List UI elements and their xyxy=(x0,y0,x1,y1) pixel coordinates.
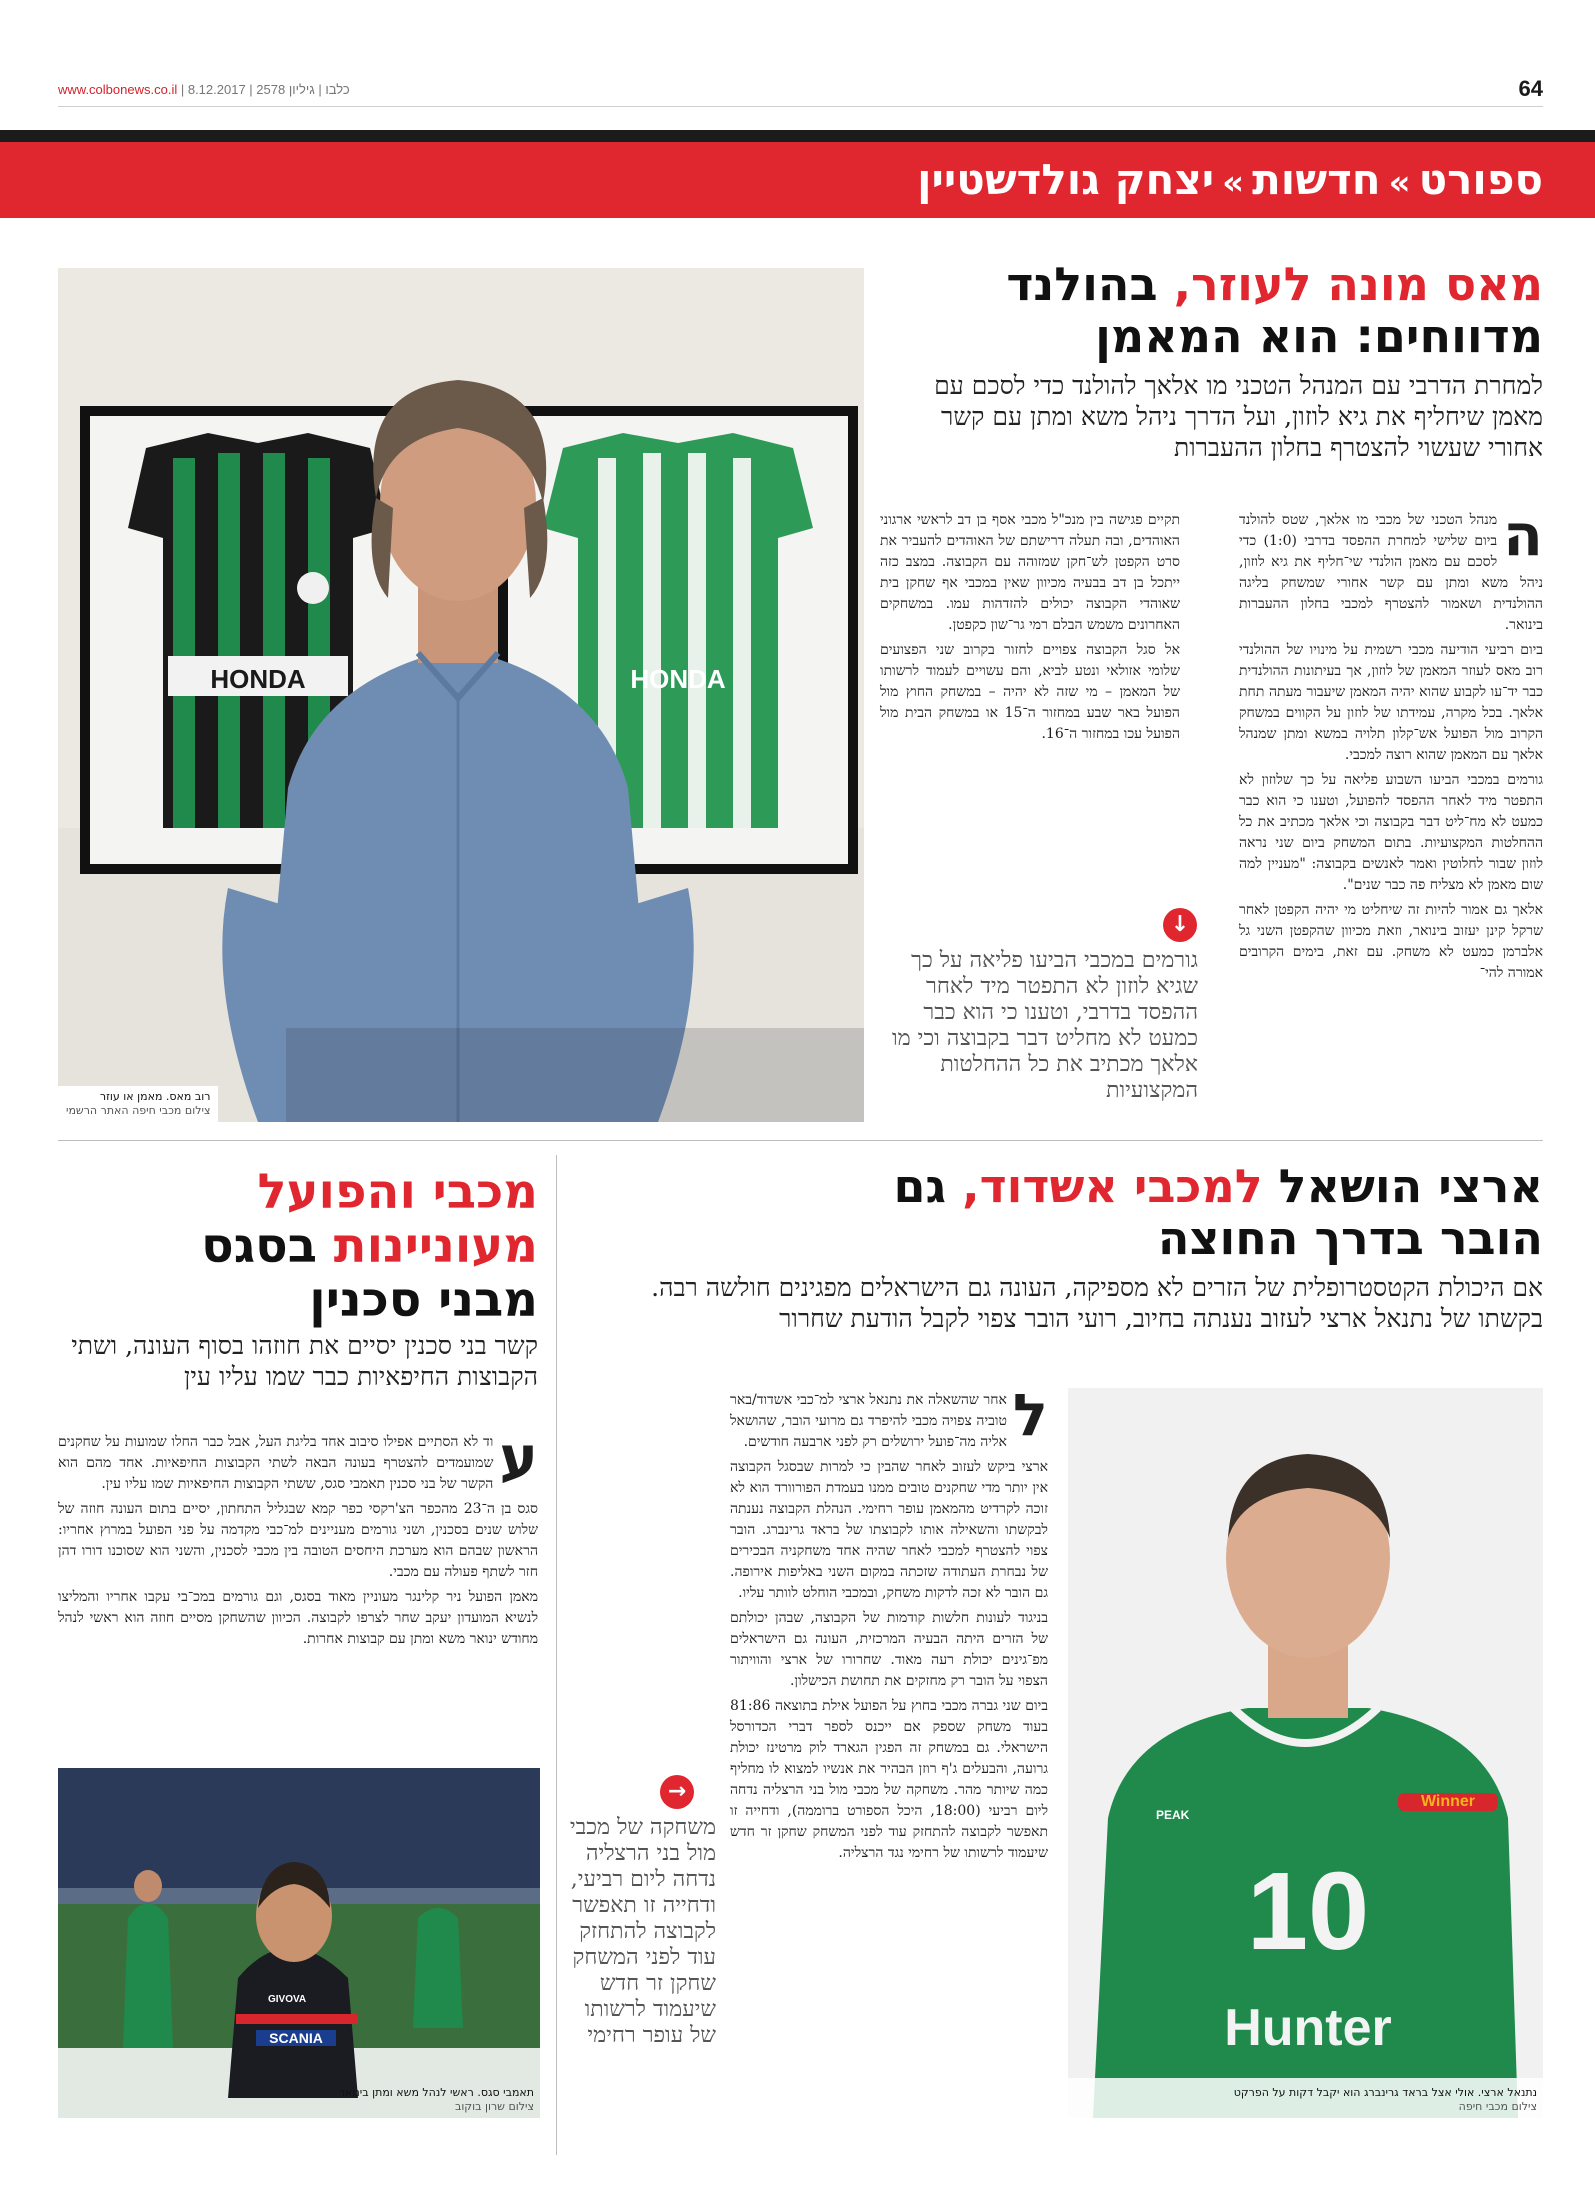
jersey-sponsor: Hunter xyxy=(1224,1999,1392,2057)
chevron-icon: » xyxy=(1388,163,1411,203)
article1-photo xyxy=(58,268,864,1122)
article1-column-right xyxy=(1239,501,1543,988)
article1-pull-quote: גורמים במכבי הביעו פליאה על כך שגיא לוזון לא התפטר מיד לאחר ההפסד בדרבי, וטענו כי הוא כבר כמעט לא מחליט דבר בקבוצה וכי מו אלאך מכתיב את כל ההחלטות המקצועיות xyxy=(892,948,1198,1103)
jersey-brand: PEAK xyxy=(1156,1808,1190,1822)
caption-credit: צילום מכבי חיפה האתר הרשמי xyxy=(66,1104,211,1117)
site-url: www.colbonews.co.il xyxy=(58,82,178,97)
article2-deck: אם היכולת הקטסטרופלית של הזרים לא מספיקה, העונה גם הישראלים מפגינים חולשה רבה. בקשתו של נתנאל ארצי לעזוב נענתה בחיוב, רועי הובר צפוי לקבל הודעת שחרור xyxy=(651,1273,1543,1333)
kit-brand: GIVOVA xyxy=(268,1994,307,2005)
kit-sponsor: SCANIA xyxy=(256,2030,336,2046)
dropcap: ע xyxy=(499,1423,538,1491)
header-divider xyxy=(58,106,1543,107)
shirt-sponsor-left: HONDA xyxy=(210,664,306,694)
section-title xyxy=(917,148,1543,212)
headline-line-3: מבני סכנין xyxy=(309,1272,538,1328)
article2-photo xyxy=(1068,1388,1543,2118)
shirt-sponsor-right: HONDA xyxy=(630,664,726,694)
paragraph: אל סגל הקבוצה צפויים לחזור בקרוב שני הפצועים שלומי אזולאי ונטע לביא, והם עשויים לעמוד לרשותו של המאמן – מי שזה לא יהיה – במשחק החוץ מול הפועל באר שבע במחזור ה־15 או במשחק הבית מול הפועל עכו במחזור ה־16. xyxy=(880,642,1180,742)
paragraph: תקיים פגישה בין מנכ"ל מכבי אסף בן דב לראשי ארגוני האוהדים, ובה תעלה דרישתם של האוהדים להעביר את סרט הקפטן לש־חקן שמזוהה עם הקבוצה. במצב כזה ייתכל בן דב בבעיה מכיוון שאין במכבי אף שחקן בית שאוהדי הקבוצה יכולים להזדהות עמו. במשחקים האחרונים משמש הבלם רמי גר־שון כקפטן. xyxy=(880,512,1180,633)
section-author: יצחק גולדשטיין xyxy=(917,155,1215,204)
headline-black-part: בהולנד xyxy=(1006,257,1174,311)
caption-text: רוב מאס. מאמן או עוזר xyxy=(99,1090,211,1103)
issue-meta: | כלבו | גיליון 2578 | 8.12.2017 xyxy=(180,82,350,97)
headline-black-part: גם xyxy=(893,1159,963,1213)
headline-line-2: הובר בדרך החוצה xyxy=(1157,1211,1543,1265)
stadium-photo-illustration xyxy=(58,1768,540,2118)
article1-headline xyxy=(903,258,1543,362)
headline-red-part: מאס מונה לעוזר, xyxy=(1173,257,1543,311)
paragraph: מאמן הפועל ניר קלינגר מעוניין מאוד בסגס, וגם גורמים במכ־בי עקבו אחריו והמליצו לנשיא המועדון יעקב שחר לצרפו לקבוצה. הכיוון שהשחקן מסיים חוזה הוא ראשי לנהל מחודש ינואר משא ומתן עם קבוצות אחרות. xyxy=(58,1589,538,1647)
paragraph: ביום שני גברה מכבי בחוץ על הפועל אילת בתוצאה 81:86 בעוד משחק שספק אם ייכנס לספר דברי הכדורסל הישראלי. גם במשחק זה הפגין הגארד לוק מרטינז יכולת גרועה, והבעלים ג'ף רוזן הבהיר את אנשיו למצוא לו מחליף כמה שיותר מהר. משחקה של מכבי מול בני הרצליה נדחה ליום רביעי (18:00, היכל הספורט ברוממה), ודחייה זו תאפשר לקבוצה להתחזק עוד לפני המשחק שחקן זר חדש שיעמוד לרשותו של רחימי נגד הרצליה. xyxy=(730,1698,1048,1861)
paragraph: אלאך גם אמור להיות זה שיחליט מי יהיה הקפטן לאחר שרקל קינן יעזוב בינואר, וזאת מכיוון שהקפטן השני גל אלברמן כמעט לא משחק. עם זאת, בימים הקרובים אמורה להי־ xyxy=(1239,902,1543,981)
jersey-logo: Winner xyxy=(1398,1793,1498,1811)
article1-photo-caption xyxy=(58,1086,218,1122)
arrow-down-icon: ↓ xyxy=(1163,908,1197,942)
section-news: חדשות xyxy=(1252,155,1381,204)
caption-text: נתנאל ארצי. אולי אצל בראד גרינברג הוא יקבל דקות על הפרקט xyxy=(1233,2086,1537,2099)
page-number: 64 xyxy=(1518,76,1543,101)
page-header-meta xyxy=(58,82,350,97)
caption-text: תאמבי סגס. ראשי לנהל משא ומתן בינואר xyxy=(338,2086,534,2099)
section-sport: ספורט xyxy=(1418,155,1543,204)
article2-photo-caption xyxy=(1077,2086,1537,2114)
caption-credit: צילום שרון בוקוב xyxy=(454,2100,534,2113)
headline-line-2: מדווחים: הוא המאמן xyxy=(1095,309,1543,363)
headline-red-part: מעוניינות xyxy=(333,1218,538,1274)
headline-black-part: ארצי הושאל xyxy=(1262,1159,1543,1213)
arrow-right-icon: → xyxy=(660,1775,694,1809)
article3-headline xyxy=(58,1165,538,1327)
jersey-number: 10 xyxy=(1246,1850,1370,1973)
chevron-icon: » xyxy=(1222,163,1245,203)
paragraph: גורמים במכבי הביעו השבוע פליאה על כך שלוזון לא התפטר מיד לאחר ההפסד להפועל, וטענו כי הוא כבר כמעט לא מח־ליט דבר בקבוצה וכי אלאך מכתיב את כל ההחלטות המקצועיות. בתום המשחק ביום שני נראה לוזון שבור לחלוטין ואמר לאנשים בקבוצה: "מעניין למה שום מאמן לא מצליח פה כבר שנים". xyxy=(1239,772,1543,893)
headline-red-part: למכבי אשדוד, xyxy=(962,1159,1263,1213)
article3-photo xyxy=(58,1768,540,2118)
article1-deck: למחרת הדרבי עם המנהל הטכני מו אלאך להולנד כדי לסכם עם מאמן שיחליף את גיא לוזון, ועל הדרך ניהל משא ומתן עם קשר אחורי שעשוי להצטרף בחלון ההעברות xyxy=(934,371,1543,462)
caption-credit: צילום מכבי חיפה xyxy=(1458,2100,1537,2113)
article2-headline xyxy=(583,1160,1543,1264)
paragraph: ביום רביעי הודיעה מכבי רשמית על מינויו של ההולנדי רוב מאס לעוזר המאמן של לוזון, אך בעיתונות ההולנדית כבר יד־עו לקבוע שהוא יהיה המאמן שיעבור מעתה תחת אלאך. בכל מקרה, עמידתו של לוזון על הקווים במשחק הקרוב מול הפועל אש־קלון תלויה במשא ומתן שמנהל אלאך עם המאמן שהוא רוצה למכבי. xyxy=(1239,642,1543,763)
coach-photo-illustration xyxy=(58,268,864,1122)
paragraph: ארצי ביקש לעזוב לאחר שהבין כי למרות שבסגל הקבוצה אין יותר מדי שחקנים טובים ממנו בעמדת הפורוורד הוא לא זוכה לקרדיט מהמאמן עופר רחימי. הנהלת הקבוצה נענתה לבקשתו והשאילה אותו לקבוצתו של בראד גרינברג. הובר צפוי להצטרף למכבי לאחר שהיה אחד משחקניה הבכירים של נבחרת העתודה שזכתה במקום השני באליפות אירופה. גם הובר לא זכה לדקות משחק, ובמכבי הוחלט לוותר עליו. xyxy=(730,1459,1048,1601)
article3-photo-caption xyxy=(64,2086,534,2114)
paragraph: בניגוד לעונות חלשות קודמות של הקבוצה, שבהן יכולתם של הזרים היתה הבעיה המרכזית, העונה גם הישראלים מפ־גינים יכולת רעה מאוד. שחרורו של ארצי והוויתור הצפוי על הובר רק מחזקים את תחושת הכישלון. xyxy=(730,1610,1048,1689)
dropcap: ה xyxy=(1503,501,1543,569)
paragraph: אחר שהשאלה את נתנאל ארצי למ־כבי אשדוד/באר טוביה צפויה מכבי להיפרד גם מרועי הובר, שהושאל אליה מה־פועל ירושלים רק לפני ארבעה חודשים. xyxy=(730,1392,1007,1450)
paragraph: וד לא הסתיים אפילו סיבוב אחד בליגת העל, אבל כבר החלו שמועות על שחקנים שמועמדים להצטרף בעונה הבאה לשתי הקבוצות החיפאיות. אחד מהם הוא הקשר של בני סכנין תאמבי סגס, ששתי הקבוצות החיפאיות שמו עליו עין. xyxy=(58,1434,494,1492)
headline-black-part: בסגס xyxy=(201,1218,334,1274)
section-bar-top xyxy=(0,130,1595,142)
article2-body xyxy=(730,1381,1048,1868)
dropcap: ל xyxy=(1012,1381,1048,1449)
article1-column-left xyxy=(880,510,1180,749)
paragraph: מנהל הטכני של מכבי מו אלאך, שטס להולנד ביום שלישי למחרת ההפסד בדרבי (1:0) כדי לסכם עם מאמן הולנדי שי־חליף את גיא לוזון, ניהל משא ומתן עם קשר אחורי שמשחק בליגה ההולנדית ושאמור להצטרף למכבי בחלון ההעברות בינואר. xyxy=(1239,512,1543,633)
headline-red-part: מכבי והפועל xyxy=(257,1164,538,1220)
column-divider xyxy=(556,1155,557,2155)
section-divider xyxy=(58,1140,1543,1141)
paragraph: סגס בן ה־23 מהכפר הצ'רקסי כפר קמא שבגליל התחתון, יסיים בתום העונה חוזה של שלוש שנים בסכנין, ושני גורמים מעניינים למ־כבי מקדמה על פני הפועל במרוץ אחריו: הראשון שבהם הוא מערכת היחסים הטובה בין מכבי לסכנין, והשני הוא שסוכנו דורו דהן חזר לשתף פעולה עם מכבי. xyxy=(58,1501,538,1580)
article3-deck: קשר בני סכנין יסיים את חוזהו בסוף העונה, ושתי הקבוצות החיפאיות כבר שמו עליו עין xyxy=(71,1331,538,1391)
article2-pull-quote: משחקה של מכבי מול בני הרצליה נדחה ליום רביעי, ודחייה זו תאפשר לקבוצה להתחזק עוד לפני המשחק שחקן זר חדש שיעמוד לרשותו של עופר רחימי xyxy=(569,1815,716,2048)
article3-body xyxy=(58,1423,538,1654)
